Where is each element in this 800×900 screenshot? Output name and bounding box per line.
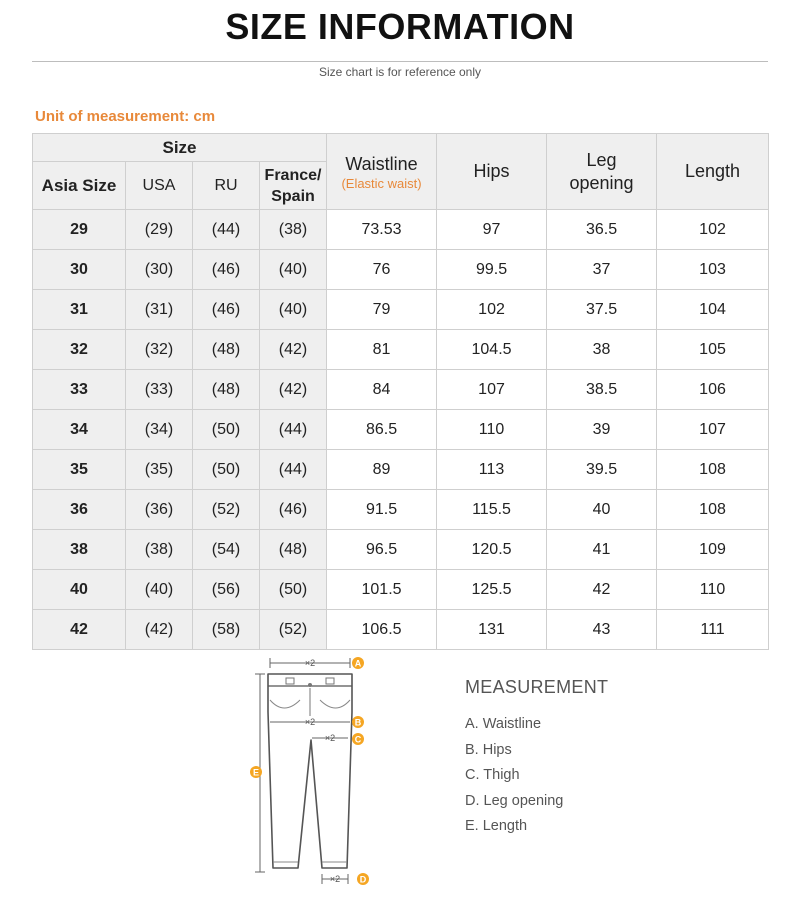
table-row (33, 210, 769, 250)
cell-length: 106 (657, 370, 769, 410)
table-row (33, 330, 769, 370)
table-row (33, 250, 769, 290)
cell-ru: (54) (193, 530, 260, 570)
cell-leg-opening: 36.5 (547, 210, 657, 250)
size-table (32, 133, 769, 650)
pants-diagram (236, 652, 376, 892)
cell-usa: (35) (126, 450, 193, 490)
cell-waistline: 96.5 (327, 530, 437, 570)
leg-opening-line1: Leg (586, 149, 617, 170)
cell-hips: 131 (437, 610, 547, 650)
cell-hips: 99.5 (437, 250, 547, 290)
cell-leg-opening: 39 (547, 410, 657, 450)
cell-asia-size: 31 (33, 290, 126, 330)
table-row (33, 530, 769, 570)
cell-france-spain: (50) (260, 570, 327, 610)
cell-length: 107 (657, 410, 769, 450)
cell-usa: (33) (126, 370, 193, 410)
page-subtitle: Size chart is for reference only (318, 65, 482, 79)
waistline-label: Waistline (345, 153, 418, 174)
col-ru: RU (193, 162, 260, 210)
cell-usa: (38) (126, 530, 193, 570)
cell-ru: (48) (193, 330, 260, 370)
measurement-item-thigh: C. Thigh (465, 767, 520, 784)
button-icon (308, 683, 312, 687)
waistline-note: (Elastic waist) (341, 175, 422, 191)
cell-asia-size: 40 (33, 570, 126, 610)
waist-x2-label: ×2 (304, 658, 316, 668)
col-france-spain (260, 162, 327, 210)
cell-hips: 125.5 (437, 570, 547, 610)
marker-d-icon (357, 873, 369, 885)
cell-waistline: 89 (327, 450, 437, 490)
cell-waistline: 101.5 (327, 570, 437, 610)
cell-france-spain: (46) (260, 490, 327, 530)
cell-leg-opening: 37 (547, 250, 657, 290)
cell-france-spain: (40) (260, 290, 327, 330)
table-row (33, 570, 769, 610)
cell-waistline: 79 (327, 290, 437, 330)
cell-usa: (31) (126, 290, 193, 330)
measurement-item-hips: B. Hips (465, 741, 512, 758)
cell-ru: (48) (193, 370, 260, 410)
cell-france-spain: (42) (260, 370, 327, 410)
table-row (33, 370, 769, 410)
cell-asia-size: 34 (33, 410, 126, 450)
svg-text:C: C (354, 734, 362, 745)
cell-length: 103 (657, 250, 769, 290)
cell-length: 108 (657, 450, 769, 490)
col-usa: USA (126, 162, 193, 210)
cell-leg-opening: 43 (547, 610, 657, 650)
col-hips: Hips (437, 134, 547, 210)
col-waistline (327, 134, 437, 210)
cell-leg-opening: 42 (547, 570, 657, 610)
cell-france-spain: (48) (260, 530, 327, 570)
cell-ru: (56) (193, 570, 260, 610)
cell-ru: (44) (193, 210, 260, 250)
hips-x2-label: ×2 (304, 717, 316, 727)
cell-waistline: 81 (327, 330, 437, 370)
cell-asia-size: 36 (33, 490, 126, 530)
cell-ru: (52) (193, 490, 260, 530)
cell-usa: (40) (126, 570, 193, 610)
cell-length: 108 (657, 490, 769, 530)
cell-usa: (34) (126, 410, 193, 450)
cell-ru: (46) (193, 250, 260, 290)
cell-leg-opening: 38 (547, 330, 657, 370)
cell-asia-size: 42 (33, 610, 126, 650)
cell-asia-size: 30 (33, 250, 126, 290)
col-leg-opening (547, 134, 657, 210)
cell-waistline: 91.5 (327, 490, 437, 530)
size-table-body (33, 210, 769, 650)
cell-leg-opening: 41 (547, 530, 657, 570)
cell-france-spain: (44) (260, 410, 327, 450)
cell-hips: 104.5 (437, 330, 547, 370)
cell-usa: (30) (126, 250, 193, 290)
cell-leg-opening: 38.5 (547, 370, 657, 410)
table-row (33, 610, 769, 650)
marker-c-icon (352, 733, 364, 745)
cell-france-spain: (52) (260, 610, 327, 650)
cell-asia-size: 32 (33, 330, 126, 370)
cell-waistline: 76 (327, 250, 437, 290)
cell-leg-opening: 40 (547, 490, 657, 530)
cell-length: 102 (657, 210, 769, 250)
cell-hips: 115.5 (437, 490, 547, 530)
cell-asia-size: 33 (33, 370, 126, 410)
cell-usa: (32) (126, 330, 193, 370)
leg-x2-label: ×2 (329, 874, 341, 884)
measurement-item-leg-opening: D. Leg opening (465, 792, 564, 809)
cell-hips: 113 (437, 450, 547, 490)
cell-waistline: 86.5 (327, 410, 437, 450)
cell-length: 104 (657, 290, 769, 330)
cell-leg-opening: 37.5 (547, 290, 657, 330)
cell-ru: (58) (193, 610, 260, 650)
cell-asia-size: 38 (33, 530, 126, 570)
measurement-item-waistline: A. Waistline (465, 716, 542, 732)
cell-length: 105 (657, 330, 769, 370)
table-row (33, 410, 769, 450)
cell-length: 111 (657, 610, 769, 650)
title-divider (32, 61, 768, 62)
cell-france-spain: (40) (260, 250, 327, 290)
cell-waistline: 106.5 (327, 610, 437, 650)
size-group-header: Size (33, 134, 327, 162)
spain-label: Spain (271, 187, 315, 205)
unit-label: Unit of measurement: cm (35, 108, 216, 125)
cell-ru: (46) (193, 290, 260, 330)
table-row (33, 450, 769, 490)
cell-ru: (50) (193, 450, 260, 490)
svg-text:E: E (252, 767, 260, 778)
marker-a-icon (352, 657, 364, 669)
cell-france-spain: (42) (260, 330, 327, 370)
thigh-x2-label: ×2 (324, 733, 336, 743)
cell-usa: (36) (126, 490, 193, 530)
france-label: France/ (264, 166, 322, 184)
page-title: SIZE INFORMATION (225, 6, 575, 47)
leg-opening-line2: opening (569, 172, 634, 193)
cell-france-spain: (44) (260, 450, 327, 490)
col-asia-size: Asia Size (33, 162, 126, 210)
cell-hips: 110 (437, 410, 547, 450)
cell-hips: 102 (437, 290, 547, 330)
table-row (33, 490, 769, 530)
measurement-list (465, 713, 563, 841)
cell-asia-size: 29 (33, 210, 126, 250)
cell-length: 109 (657, 530, 769, 570)
cell-waistline: 84 (327, 370, 437, 410)
table-row (33, 290, 769, 330)
cell-usa: (42) (126, 610, 193, 650)
measurement-item-length: E. Length (465, 818, 528, 835)
cell-france-spain: (38) (260, 210, 327, 250)
svg-text:B: B (354, 717, 362, 728)
measurement-title: MEASUREMENT (465, 677, 609, 697)
marker-e-icon (250, 766, 262, 778)
marker-b-icon (352, 716, 364, 728)
cell-length: 110 (657, 570, 769, 610)
cell-waistline: 73.53 (327, 210, 437, 250)
svg-text:D: D (359, 874, 367, 885)
cell-hips: 120.5 (437, 530, 547, 570)
cell-hips: 107 (437, 370, 547, 410)
svg-text:A: A (354, 658, 362, 669)
cell-hips: 97 (437, 210, 547, 250)
cell-asia-size: 35 (33, 450, 126, 490)
col-length: Length (657, 134, 769, 210)
cell-ru: (50) (193, 410, 260, 450)
cell-leg-opening: 39.5 (547, 450, 657, 490)
cell-usa: (29) (126, 210, 193, 250)
